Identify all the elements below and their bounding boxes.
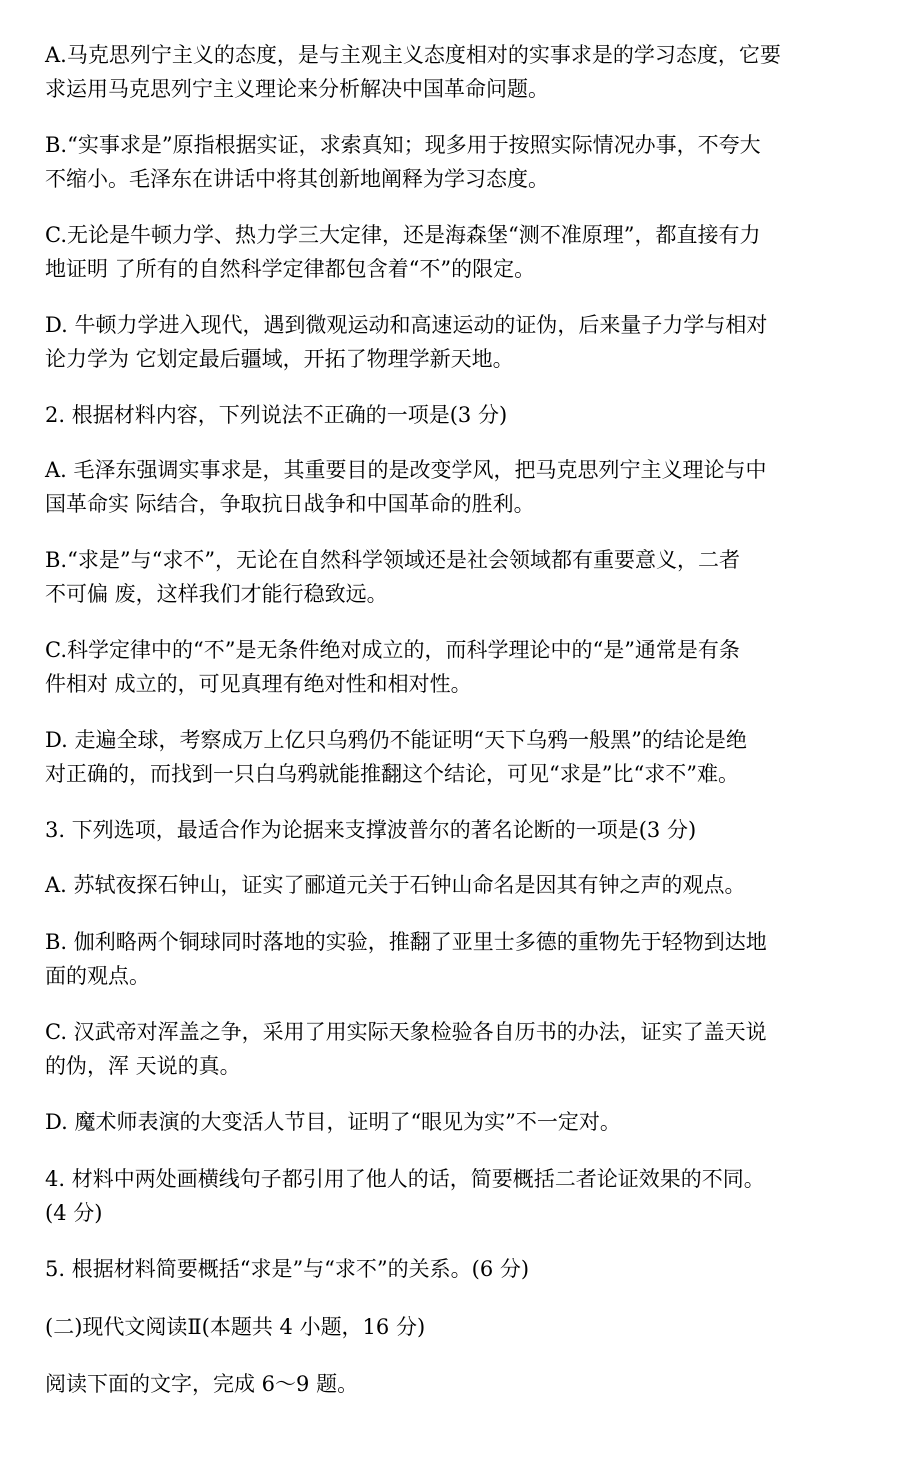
- text-line: (二)现代文阅读Ⅱ(本题共 4 小题，16 分): [45, 1315, 426, 1339]
- text-line: A. 苏轼夜探石钟山，证实了郦道元关于石钟山命名是因其有钟之声的观点。: [45, 873, 746, 897]
- option-d-q1: [45, 308, 865, 376]
- text-line: A.马克思列宁主义的态度，是与主观主义态度相对的实事求是的学习态度，它要: [45, 43, 781, 67]
- option-c-q3: [45, 1015, 865, 1083]
- option-a-q1: [45, 38, 865, 106]
- question-3: [45, 813, 865, 847]
- text-line: D. 魔术师表演的大变活人节目，证明了“眼见为实”不一定对。: [45, 1110, 621, 1134]
- reading-instruction: [45, 1367, 865, 1401]
- option-c-q1: [45, 218, 865, 286]
- option-b-q3: [45, 925, 865, 993]
- text-line: 不缩小。毛泽东在讲话中将其创新地阐释为学习态度。: [45, 167, 549, 191]
- option-b-q1: [45, 128, 865, 196]
- text-line: 的伪，浑 天说的真。: [45, 1054, 241, 1078]
- text-line: 件相对 成立的，可见真理有绝对性和相对性。: [45, 672, 472, 696]
- text-line: A. 毛泽东强调实事求是，其重要目的是改变学风，把马克思列宁主义理论与中: [45, 458, 767, 482]
- text-line: (4 分): [45, 1201, 103, 1225]
- text-line: 4. 材料中两处画横线句子都引用了他人的话，简要概括二者论证效果的不同。: [45, 1167, 765, 1191]
- text-line: 求运用马克思列宁主义理论来分析解决中国革命问题。: [45, 77, 549, 101]
- text-line: D. 牛顿力学进入现代，遇到微观运动和高速运动的证伪，后来量子力学与相对: [45, 313, 768, 337]
- section-heading: [45, 1310, 865, 1344]
- text-line: C. 汉武帝对浑盖之争，采用了用实际天象检验各自历书的办法，证实了盖天说: [45, 1020, 767, 1044]
- text-line: 面的观点。: [45, 964, 150, 988]
- option-b-q2: [45, 543, 865, 611]
- text-line: 阅读下面的文字，完成 6～9 题。: [45, 1372, 359, 1396]
- text-line: 5. 根据材料简要概括“求是”与“求不”的关系。(6 分): [45, 1257, 530, 1281]
- text-line: 地证明 了所有的自然科学定律都包含着“不”的限定。: [45, 257, 536, 281]
- question-2: [45, 398, 865, 432]
- text-line: B.“求是”与“求不”，无论在自然科学领域还是社会领域都有重要意义，二者: [45, 548, 741, 572]
- text-line: C.科学定律中的“不”是无条件绝对成立的，而科学理论中的“是”通常是有条: [45, 638, 740, 662]
- option-a-q2: [45, 453, 865, 521]
- text-line: 国革命实 际结合，争取抗日战争和中国革命的胜利。: [45, 492, 535, 516]
- text-line: B. 伽利略两个铜球同时落地的实验，推翻了亚里士多德的重物先于轻物到达地: [45, 930, 767, 954]
- option-c-q2: [45, 633, 865, 701]
- option-a-q3: [45, 868, 865, 902]
- text-line: 3. 下列选项，最适合作为论据来支撑波普尔的著名论断的一项是(3 分): [45, 818, 697, 842]
- text-line: 论力学为 它划定最后疆域，开拓了物理学新天地。: [45, 347, 514, 371]
- option-d-q2: [45, 723, 865, 791]
- text-line: D. 走遍全球，考察成万上亿只乌鸦仍不能证明“天下乌鸦一般黑”的结论是绝: [45, 728, 747, 752]
- text-line: B.“实事求是”原指根据实证，求索真知；现多用于按照实际情况办事，不夸大: [45, 133, 761, 157]
- option-d-q3: [45, 1105, 865, 1139]
- text-line: 对正确的，而找到一只白乌鸦就能推翻这个结论，可见“求是”比“求不”难。: [45, 762, 739, 786]
- text-line: C.无论是牛顿力学、热力学三大定律，还是海森堡“测不准原理”，都直接有力: [45, 223, 761, 247]
- text-line: 不可偏 废，这样我们才能行稳致远。: [45, 582, 388, 606]
- text-line: 2. 根据材料内容，下列说法不正确的一项是(3 分): [45, 403, 508, 427]
- question-5: [45, 1252, 865, 1286]
- question-4: [45, 1162, 865, 1230]
